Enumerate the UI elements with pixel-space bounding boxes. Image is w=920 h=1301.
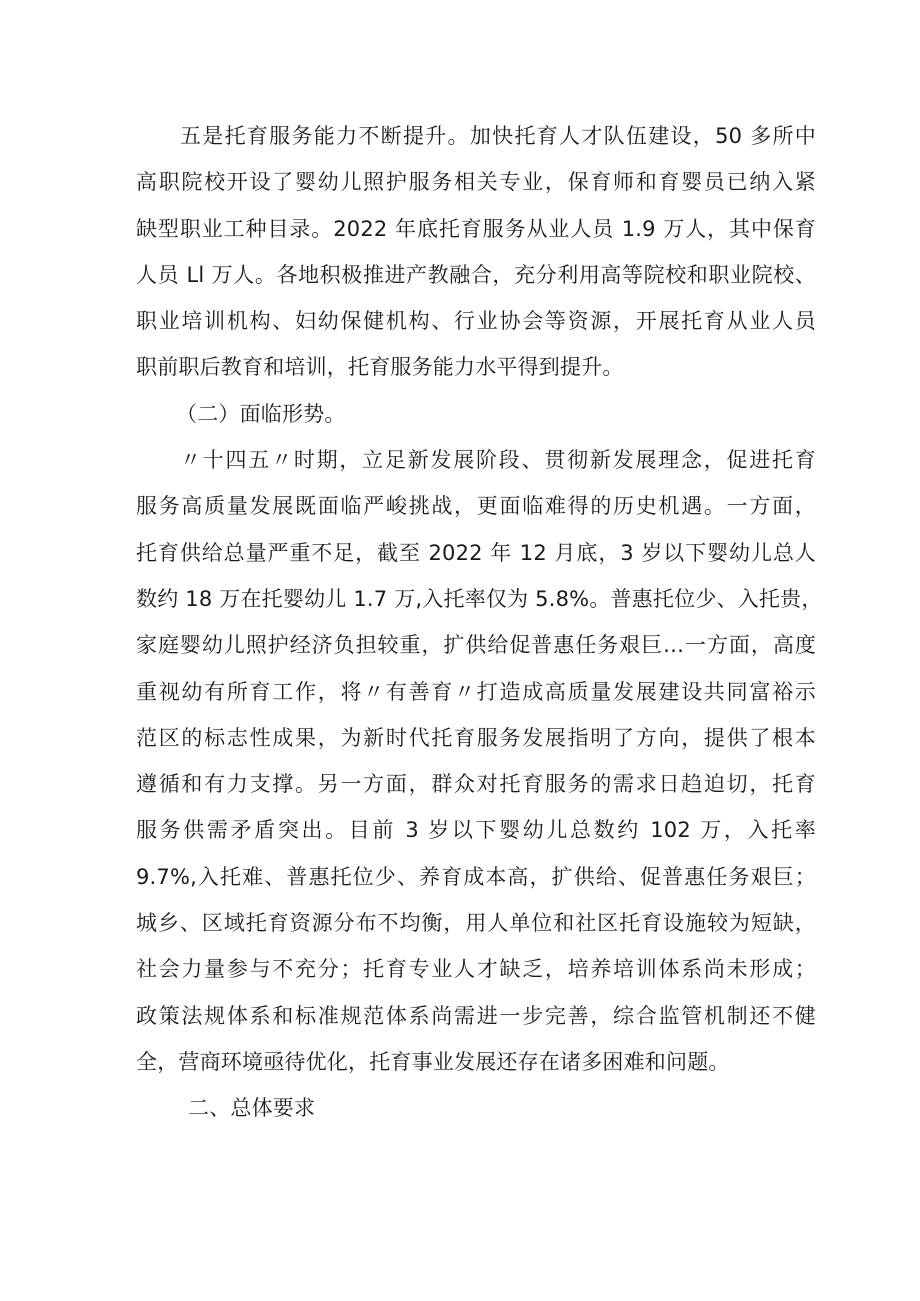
paragraph-line: 家庭婴幼儿照护经济负担较重，扩供给促普惠任务艰巨…一方面，高度 <box>136 633 816 658</box>
paragraph-line: 全，营商环境亟待优化，托育事业发展还存在诸多困难和问题。 <box>136 1049 730 1074</box>
section-subheading: （二）面临形势。 <box>176 401 346 426</box>
section-heading: 二、总体要求 <box>188 1096 316 1121</box>
paragraph-line: 服务高质量发展既面临严峻挑战，更面临难得的历史机遇。一方面， <box>136 494 816 519</box>
body-text <box>136 113 823 1132</box>
paragraph-line: 遵循和有力支撑。另一方面，群众对托育服务的需求日趋迫切，托育 <box>136 772 816 797</box>
paragraph-line: 五是托育服务能力不断提升。加快托育人才队伍建设，50 多所中 <box>180 124 816 148</box>
paragraph-line: 缺型职业工种目录。2022 年底托育服务从业人员 1.9 万人，其中保育 <box>136 216 816 241</box>
paragraph-line: 职业培训机构、妇幼保健机构、行业协会等资源，开展托育从业人员 <box>136 309 816 334</box>
paragraph-line: 城乡、区域托育资源分布不均衡，用人单位和社区托育设施较为短缺， <box>136 911 816 936</box>
paragraph-line: 服务供需矛盾突出。目前 3 岁以下婴幼儿总数约 102 万，入托率 <box>136 818 816 843</box>
paragraph-line: 范区的标志性成果，为新时代托育服务发展指明了方向，提供了根本 <box>136 725 816 750</box>
paragraph-line: 9.7%,入托难、普惠托位少、养育成本高，扩供给、促普惠任务艰巨； <box>136 864 816 889</box>
paragraph-line: 托育供给总量严重不足，截至 2022 年 12 月底，3 岁以下婴幼儿总人 <box>136 540 816 565</box>
paragraph-line: 人员 Ll 万人。各地积极推进产教融合，充分利用高等院校和职业院校、 <box>136 262 816 287</box>
paragraph-line: 数约 18 万在托婴幼儿 1.7 万,入托率仅为 5.8%。普惠托位少、入托贵， <box>136 586 823 611</box>
paragraph-line: 政策法规体系和标准规范体系尚需进一步完善，综合监管机制还不健 <box>136 1003 816 1028</box>
paragraph-line: 高职院校开设了婴幼儿照护服务相关专业，保育师和育婴员已纳入紧 <box>136 170 816 195</box>
paragraph-line: 社会力量参与不充分；托育专业人才缺乏，培养培训体系尚未形成； <box>136 957 816 982</box>
paragraph-line: 〃十四五〃时期，立足新发展阶段、贯彻新发展理念，促进托育 <box>180 448 816 473</box>
paragraph-line: 重视幼有所育工作，将〃有善育〃打造成高质量发展建设共同富裕示 <box>136 679 816 704</box>
paragraph-line: 职前职后教育和培训，托育服务能力水平得到提升。 <box>136 355 624 380</box>
